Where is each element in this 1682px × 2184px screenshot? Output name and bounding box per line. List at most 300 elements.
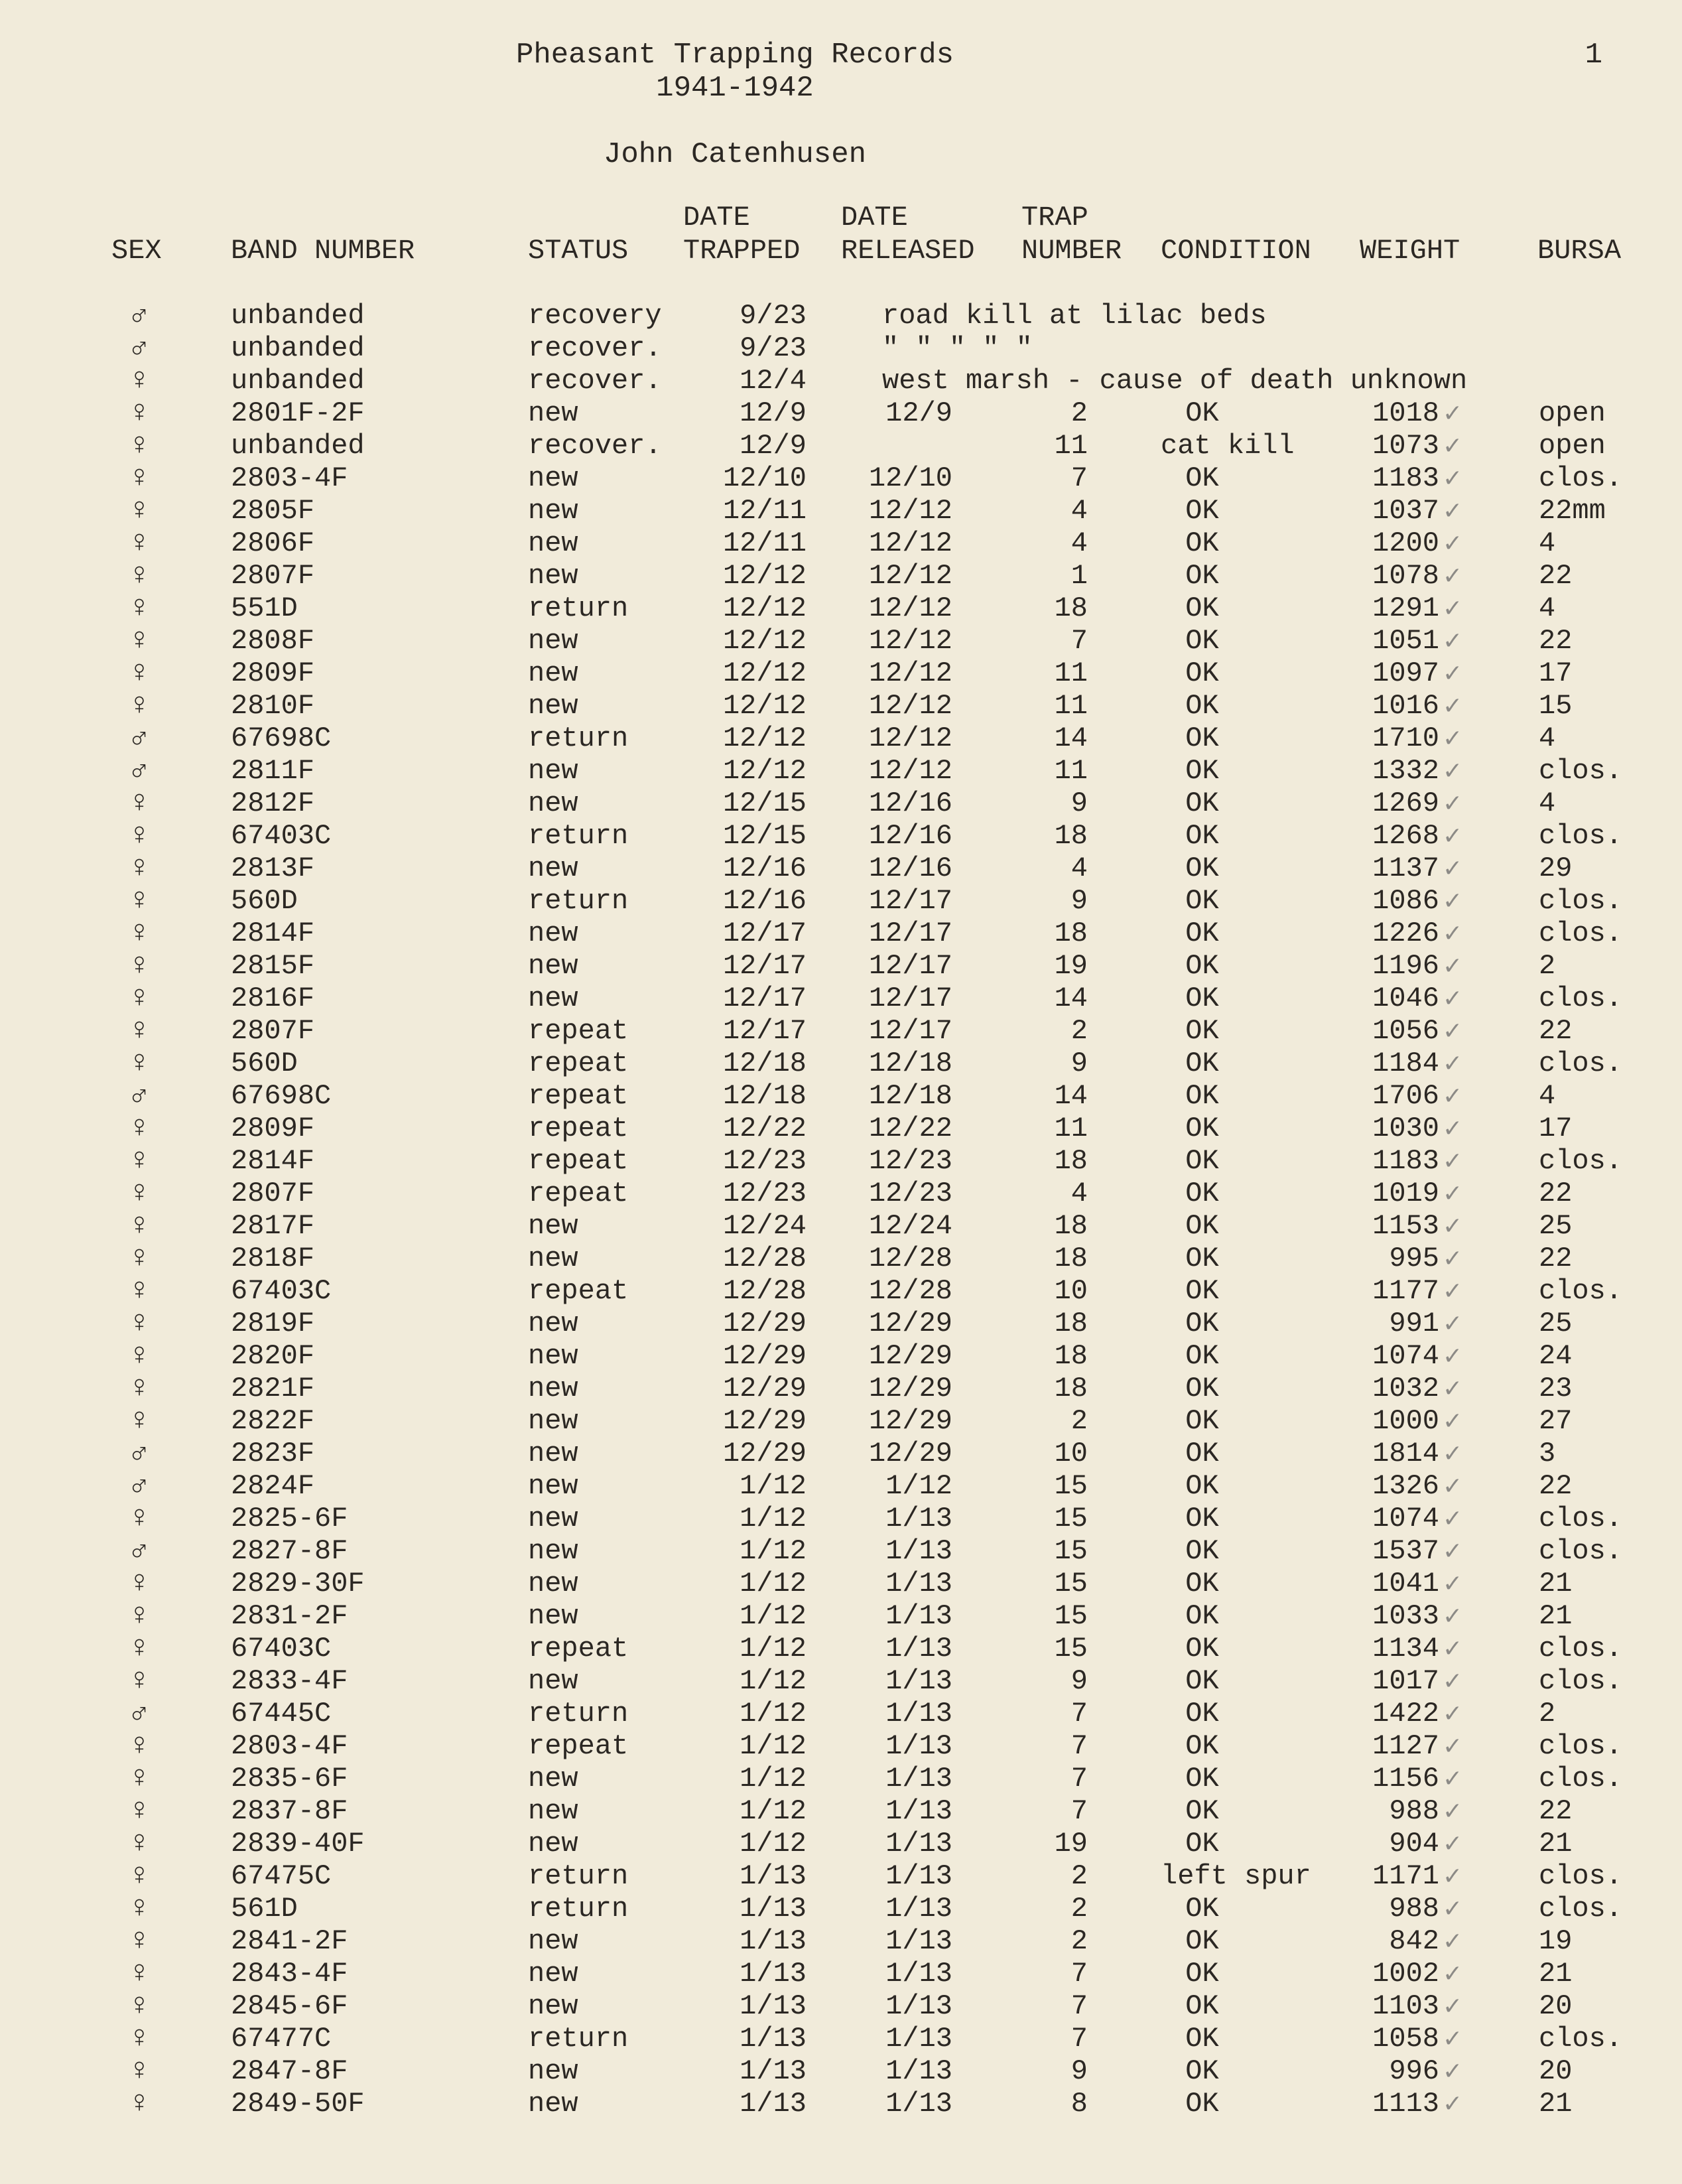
- weight-cell: 991: [1389, 1308, 1439, 1339]
- check-mark-icon: ✓: [1443, 1148, 1463, 1175]
- band-number: 2806F: [231, 527, 315, 559]
- band-number: 2811F: [231, 755, 315, 787]
- bursa-cell: 4: [1539, 722, 1556, 754]
- status-cell: new: [528, 2088, 578, 2120]
- sex-symbol: ♂: [130, 1534, 149, 1568]
- weight-cell: 1019: [1372, 1178, 1439, 1209]
- remark-note: road kill at lilac beds: [882, 300, 1267, 332]
- band-number: 2803-4F: [231, 462, 348, 494]
- date-trapped: 9/23: [740, 332, 807, 364]
- date-trapped: 1/13: [740, 2088, 807, 2120]
- date-trapped: 12/9: [740, 430, 807, 462]
- sex-symbol: ♂: [130, 1079, 149, 1113]
- table-row: [0, 592, 1682, 625]
- check-mark-icon: ✓: [1443, 2058, 1463, 2085]
- bursa-cell: clos.: [1539, 918, 1623, 949]
- status-cell: new: [528, 1568, 578, 1600]
- date-released: 1/13: [885, 1503, 952, 1535]
- status-cell: new: [528, 690, 578, 722]
- bursa-cell: 20: [1539, 1990, 1573, 2022]
- bursa-cell: 17: [1539, 1113, 1573, 1144]
- trap-number: 4: [1070, 853, 1088, 884]
- band-number: 2807F: [231, 1015, 315, 1047]
- date-trapped: 12/16: [722, 885, 807, 917]
- band-number: 2823F: [231, 1438, 315, 1469]
- trap-number: 18: [1054, 1340, 1088, 1372]
- table-row: [0, 787, 1682, 820]
- status-cell: new: [528, 1405, 578, 1437]
- status-cell: new: [528, 755, 578, 787]
- check-mark-icon: ✓: [1443, 400, 1463, 427]
- status-cell: new: [528, 1665, 578, 1697]
- condition-cell: OK: [1185, 853, 1219, 884]
- date-released: 12/12: [868, 625, 952, 657]
- date-trapped: 12/17: [722, 1015, 807, 1047]
- table-row: [0, 1470, 1682, 1503]
- band-number: 2819F: [231, 1308, 315, 1339]
- col-header-weight: WEIGHT: [1360, 235, 1460, 267]
- bursa-cell: 25: [1539, 1308, 1573, 1339]
- bursa-cell: 22: [1539, 1470, 1573, 1502]
- date-trapped: 12/22: [722, 1113, 807, 1144]
- band-number: 2814F: [231, 1145, 315, 1177]
- check-mark-icon: ✓: [1443, 1473, 1463, 1500]
- date-trapped: 12/12: [722, 755, 807, 787]
- weight-cell: 1127: [1372, 1730, 1439, 1762]
- bursa-cell: clos.: [1539, 1535, 1623, 1567]
- sex-symbol: ♀: [130, 494, 149, 528]
- sex-symbol: ♀: [130, 689, 149, 723]
- weight-cell: 842: [1389, 1925, 1439, 1957]
- status-cell: recover.: [528, 430, 662, 462]
- date-trapped: 1/12: [740, 1470, 807, 1502]
- band-number: 67475C: [231, 1860, 332, 1892]
- col-header-trap-top: TRAP: [1021, 202, 1088, 234]
- date-trapped: 12/29: [722, 1340, 807, 1372]
- weight-cell: 1041: [1372, 1568, 1439, 1600]
- sex-symbol: ♀: [130, 786, 149, 821]
- check-mark-icon: ✓: [1443, 1830, 1463, 1858]
- date-trapped: 1/12: [740, 1535, 807, 1567]
- check-mark-icon: ✓: [1443, 1440, 1463, 1467]
- trap-number: 18: [1054, 820, 1088, 852]
- check-mark-icon: ✓: [1443, 1700, 1463, 1728]
- check-mark-icon: ✓: [1443, 758, 1463, 785]
- trap-number: 4: [1070, 495, 1088, 527]
- weight-cell: 1134: [1372, 1633, 1439, 1665]
- trap-number: 18: [1054, 1210, 1088, 1242]
- weight-cell: 1051: [1372, 625, 1439, 657]
- table-row: [0, 1080, 1682, 1113]
- check-mark-icon: ✓: [1443, 1603, 1463, 1630]
- band-number: 561D: [231, 1893, 298, 1925]
- weight-cell: 1016: [1372, 690, 1439, 722]
- condition-cell: cat kill: [1161, 430, 1295, 462]
- date-released: 12/12: [868, 527, 952, 559]
- condition-cell: OK: [1185, 657, 1219, 689]
- band-number: 2849-50F: [231, 2088, 365, 2120]
- band-number: 2825-6F: [231, 1503, 348, 1535]
- bursa-cell: clos.: [1539, 1633, 1623, 1665]
- band-number: 2810F: [231, 690, 315, 722]
- sex-symbol: ♀: [130, 1501, 149, 1536]
- check-mark-icon: ✓: [1443, 628, 1463, 655]
- status-cell: repeat: [528, 1080, 629, 1112]
- band-number: 560D: [231, 885, 298, 917]
- weight-cell: 1113: [1372, 2088, 1439, 2120]
- band-number: 2824F: [231, 1470, 315, 1502]
- col-header-status: STATUS: [528, 235, 629, 267]
- band-number: unbanded: [231, 332, 365, 364]
- status-cell: new: [528, 1243, 578, 1274]
- check-mark-icon: ✓: [1443, 1050, 1463, 1077]
- date-trapped: 12/23: [722, 1145, 807, 1177]
- table-row: [0, 1665, 1682, 1698]
- date-trapped: 12/15: [722, 787, 807, 819]
- condition-cell: OK: [1185, 1113, 1219, 1144]
- date-trapped: 1/13: [740, 1925, 807, 1957]
- condition-cell: OK: [1185, 1795, 1219, 1827]
- status-cell: new: [528, 1763, 578, 1795]
- weight-cell: 1018: [1372, 397, 1439, 429]
- date-trapped: 1/12: [740, 1763, 807, 1795]
- bursa-cell: clos.: [1539, 755, 1623, 787]
- check-mark-icon: ✓: [1443, 498, 1463, 525]
- status-cell: new: [528, 462, 578, 494]
- condition-cell: OK: [1185, 1048, 1219, 1079]
- date-trapped: 12/17: [722, 950, 807, 982]
- status-cell: new: [528, 527, 578, 559]
- weight-cell: 1073: [1372, 430, 1439, 462]
- table-row: [0, 1828, 1682, 1860]
- weight-cell: 1177: [1372, 1275, 1439, 1307]
- condition-cell: OK: [1185, 1243, 1219, 1274]
- trap-number: 2: [1070, 1860, 1088, 1892]
- band-number: 67698C: [231, 1080, 332, 1112]
- trap-number: 7: [1070, 625, 1088, 657]
- condition-cell: OK: [1185, 1828, 1219, 1860]
- check-mark-icon: ✓: [1443, 1245, 1463, 1272]
- bursa-cell: 22: [1539, 1795, 1573, 1827]
- weight-cell: 1153: [1372, 1210, 1439, 1242]
- sex-symbol: ♀: [130, 1339, 149, 1373]
- band-number: 2812F: [231, 787, 315, 819]
- check-mark-icon: ✓: [1443, 1863, 1463, 1890]
- col-header-sex: SEX: [111, 235, 162, 267]
- band-number: unbanded: [231, 430, 365, 462]
- status-cell: new: [528, 1503, 578, 1535]
- trap-number: 14: [1054, 722, 1088, 754]
- condition-cell: OK: [1185, 625, 1219, 657]
- date-released: 12/17: [868, 885, 952, 917]
- date-trapped: 12/12: [722, 560, 807, 592]
- condition-cell: OK: [1185, 1438, 1219, 1469]
- band-number: 2839-40F: [231, 1828, 365, 1860]
- date-released: 1/13: [885, 1893, 952, 1925]
- date-trapped: 1/12: [740, 1828, 807, 1860]
- date-released: 12/12: [868, 690, 952, 722]
- table-row: [0, 820, 1682, 853]
- condition-cell: OK: [1185, 592, 1219, 624]
- weight-cell: 1103: [1372, 1990, 1439, 2022]
- band-number: 2817F: [231, 1210, 315, 1242]
- table-row: [0, 625, 1682, 657]
- remark-note: " " " " ": [882, 332, 1033, 364]
- weight-cell: 1326: [1372, 1470, 1439, 1502]
- table-row: [0, 1015, 1682, 1048]
- bursa-cell: 21: [1539, 1600, 1573, 1632]
- condition-cell: OK: [1185, 690, 1219, 722]
- trap-number: 2: [1070, 397, 1088, 429]
- status-cell: return: [528, 1698, 629, 1730]
- status-cell: return: [528, 1893, 629, 1925]
- sex-symbol: ♀: [130, 1664, 149, 1698]
- trap-number: 18: [1054, 592, 1088, 624]
- date-released: 12/17: [868, 918, 952, 949]
- trap-number: 4: [1070, 1178, 1088, 1209]
- status-cell: new: [528, 1958, 578, 1990]
- condition-cell: OK: [1185, 1535, 1219, 1567]
- weight-cell: 1226: [1372, 918, 1439, 949]
- table-row: [0, 365, 1682, 397]
- weight-cell: 1710: [1372, 722, 1439, 754]
- bursa-cell: clos.: [1539, 1893, 1623, 1925]
- date-released: 1/13: [885, 1958, 952, 1990]
- status-cell: new: [528, 560, 578, 592]
- weight-cell: 1037: [1372, 495, 1439, 527]
- check-mark-icon: ✓: [1443, 1993, 1463, 2020]
- band-number: 2809F: [231, 657, 315, 689]
- date-released: 1/13: [885, 2055, 952, 2087]
- sex-symbol: ♀: [130, 2054, 149, 2088]
- sex-symbol: ♀: [130, 1599, 149, 1633]
- condition-cell: OK: [1185, 1275, 1219, 1307]
- sex-symbol: ♀: [130, 1209, 149, 1243]
- date-trapped: 1/13: [740, 2055, 807, 2087]
- date-trapped: 12/18: [722, 1080, 807, 1112]
- date-released: 1/12: [885, 1470, 952, 1502]
- condition-cell: OK: [1185, 983, 1219, 1014]
- bursa-cell: 2: [1539, 950, 1556, 982]
- weight-cell: 1814: [1372, 1438, 1439, 1469]
- sex-symbol: ♀: [130, 429, 149, 463]
- condition-cell: OK: [1185, 1600, 1219, 1632]
- band-number: 2805F: [231, 495, 315, 527]
- band-number: 2803-4F: [231, 1730, 348, 1762]
- date-trapped: 1/12: [740, 1730, 807, 1762]
- date-released: 1/13: [885, 1860, 952, 1892]
- sex-symbol: ♀: [130, 1144, 149, 1178]
- date-released: 12/12: [868, 755, 952, 787]
- table-row: [0, 462, 1682, 495]
- date-trapped: 12/16: [722, 853, 807, 884]
- condition-cell: OK: [1185, 1665, 1219, 1697]
- trap-number: 11: [1054, 1113, 1088, 1144]
- table-row: [0, 1405, 1682, 1438]
- table-row: [0, 1438, 1682, 1470]
- condition-cell: OK: [1185, 397, 1219, 429]
- check-mark-icon: ✓: [1443, 1798, 1463, 1825]
- date-released: 12/23: [868, 1178, 952, 1209]
- table-row: [0, 1243, 1682, 1275]
- table-row: [0, 2023, 1682, 2055]
- table-row: [0, 1210, 1682, 1243]
- trap-number: 11: [1054, 430, 1088, 462]
- table-row: [0, 527, 1682, 560]
- sex-symbol: ♀: [130, 1956, 149, 1991]
- check-mark-icon: ✓: [1443, 2025, 1463, 2053]
- bursa-cell: 27: [1539, 1405, 1573, 1437]
- trap-number: 7: [1070, 1763, 1088, 1795]
- band-number: 2822F: [231, 1405, 315, 1437]
- weight-cell: 1000: [1372, 1405, 1439, 1437]
- check-mark-icon: ✓: [1443, 1538, 1463, 1565]
- document-title: Pheasant Trapping Records: [515, 38, 954, 72]
- condition-cell: OK: [1185, 885, 1219, 917]
- status-cell: new: [528, 1340, 578, 1372]
- status-cell: repeat: [528, 1730, 629, 1762]
- condition-cell: OK: [1185, 1015, 1219, 1047]
- status-cell: new: [528, 950, 578, 982]
- sex-symbol: ♀: [130, 2086, 149, 2121]
- weight-cell: 1032: [1372, 1373, 1439, 1404]
- date-released: 12/12: [868, 560, 952, 592]
- date-trapped: 1/13: [740, 1860, 807, 1892]
- sex-symbol: ♀: [130, 1566, 149, 1601]
- bursa-cell: 21: [1539, 1828, 1573, 1860]
- band-number: 2833-4F: [231, 1665, 348, 1697]
- condition-cell: OK: [1185, 1178, 1219, 1209]
- sex-symbol: ♂: [130, 331, 149, 366]
- band-number: 2813F: [231, 853, 315, 884]
- weight-cell: 988: [1389, 1893, 1439, 1925]
- date-trapped: 1/12: [740, 1633, 807, 1665]
- status-cell: new: [528, 1308, 578, 1339]
- date-trapped: 12/29: [722, 1373, 807, 1404]
- bursa-cell: 21: [1539, 2088, 1573, 2120]
- date-trapped: 1/12: [740, 1665, 807, 1697]
- status-cell: repeat: [528, 1145, 629, 1177]
- bursa-cell: clos.: [1539, 885, 1623, 917]
- bursa-cell: open: [1539, 430, 1606, 462]
- sex-symbol: ♀: [130, 591, 149, 626]
- weight-cell: 1269: [1372, 787, 1439, 819]
- trap-number: 14: [1054, 1080, 1088, 1112]
- trap-number: 2: [1070, 1925, 1088, 1957]
- date-trapped: 12/12: [722, 657, 807, 689]
- weight-cell: 1058: [1372, 2023, 1439, 2055]
- trap-number: 1: [1070, 560, 1088, 592]
- status-cell: new: [528, 1470, 578, 1502]
- trap-number: 7: [1070, 1795, 1088, 1827]
- trap-number: 7: [1070, 462, 1088, 494]
- check-mark-icon: ✓: [1443, 1213, 1463, 1240]
- bursa-cell: clos.: [1539, 1763, 1623, 1795]
- band-number: 2841-2F: [231, 1925, 348, 1957]
- date-trapped: 12/12: [722, 592, 807, 624]
- sex-symbol: ♂: [130, 721, 149, 756]
- condition-cell: OK: [1185, 1633, 1219, 1665]
- condition-cell: OK: [1185, 1373, 1219, 1404]
- status-cell: repeat: [528, 1048, 629, 1079]
- bursa-cell: 20: [1539, 2055, 1573, 2087]
- date-released: 12/9: [885, 397, 952, 429]
- bursa-cell: 3: [1539, 1438, 1556, 1469]
- band-number: 2807F: [231, 560, 315, 592]
- condition-cell: OK: [1185, 2055, 1219, 2087]
- band-number: 67477C: [231, 2023, 332, 2055]
- status-cell: new: [528, 495, 578, 527]
- date-trapped: 12/17: [722, 918, 807, 949]
- weight-cell: 1033: [1372, 1600, 1439, 1632]
- check-mark-icon: ✓: [1443, 1765, 1463, 1793]
- bursa-cell: clos.: [1539, 1503, 1623, 1535]
- condition-cell: OK: [1185, 820, 1219, 852]
- status-cell: new: [528, 2055, 578, 2087]
- status-cell: new: [528, 1438, 578, 1469]
- trap-number: 18: [1054, 1373, 1088, 1404]
- col-header-condition: CONDITION: [1161, 235, 1311, 267]
- trap-number: 7: [1070, 1958, 1088, 1990]
- band-number: 2837-8F: [231, 1795, 348, 1827]
- band-number: 2820F: [231, 1340, 315, 1372]
- check-mark-icon: ✓: [1443, 693, 1463, 720]
- bursa-cell: 29: [1539, 853, 1573, 884]
- check-mark-icon: ✓: [1443, 725, 1463, 752]
- status-cell: return: [528, 2023, 629, 2055]
- status-cell: new: [528, 918, 578, 949]
- trap-number: 7: [1070, 1698, 1088, 1730]
- check-mark-icon: ✓: [1443, 888, 1463, 915]
- date-released: 12/28: [868, 1275, 952, 1307]
- date-released: 1/13: [885, 1698, 952, 1730]
- check-mark-icon: ✓: [1443, 563, 1463, 590]
- condition-cell: OK: [1185, 560, 1219, 592]
- table-row: [0, 1730, 1682, 1763]
- table-row: [0, 2055, 1682, 2088]
- weight-cell: 1017: [1372, 1665, 1439, 1697]
- date-trapped: 12/11: [722, 527, 807, 559]
- sex-symbol: ♀: [130, 1176, 149, 1211]
- table-row: [0, 722, 1682, 755]
- trap-number: 11: [1054, 657, 1088, 689]
- sex-symbol: ♀: [130, 1371, 149, 1406]
- date-trapped: 9/23: [740, 300, 807, 332]
- band-number: 67403C: [231, 1275, 332, 1307]
- sex-symbol: ♀: [130, 851, 149, 886]
- date-trapped: 1/12: [740, 1503, 807, 1535]
- sex-symbol: ♀: [130, 1631, 149, 1666]
- band-number: 2807F: [231, 1178, 315, 1209]
- table-row: [0, 495, 1682, 527]
- weight-cell: 988: [1389, 1795, 1439, 1827]
- status-cell: return: [528, 722, 629, 754]
- status-cell: new: [528, 1210, 578, 1242]
- trap-number: 19: [1054, 1828, 1088, 1860]
- status-cell: new: [528, 397, 578, 429]
- status-cell: new: [528, 1795, 578, 1827]
- col-header-bursa: BURSA: [1537, 235, 1622, 267]
- status-cell: repeat: [528, 1113, 629, 1144]
- band-number: 2818F: [231, 1243, 315, 1274]
- check-mark-icon: ✓: [1443, 595, 1463, 622]
- check-mark-icon: ✓: [1443, 465, 1463, 492]
- check-mark-icon: ✓: [1443, 823, 1463, 850]
- bursa-cell: 21: [1539, 1568, 1573, 1600]
- band-number: 2814F: [231, 918, 315, 949]
- date-released: 1/13: [885, 1633, 952, 1665]
- date-released: 12/16: [868, 853, 952, 884]
